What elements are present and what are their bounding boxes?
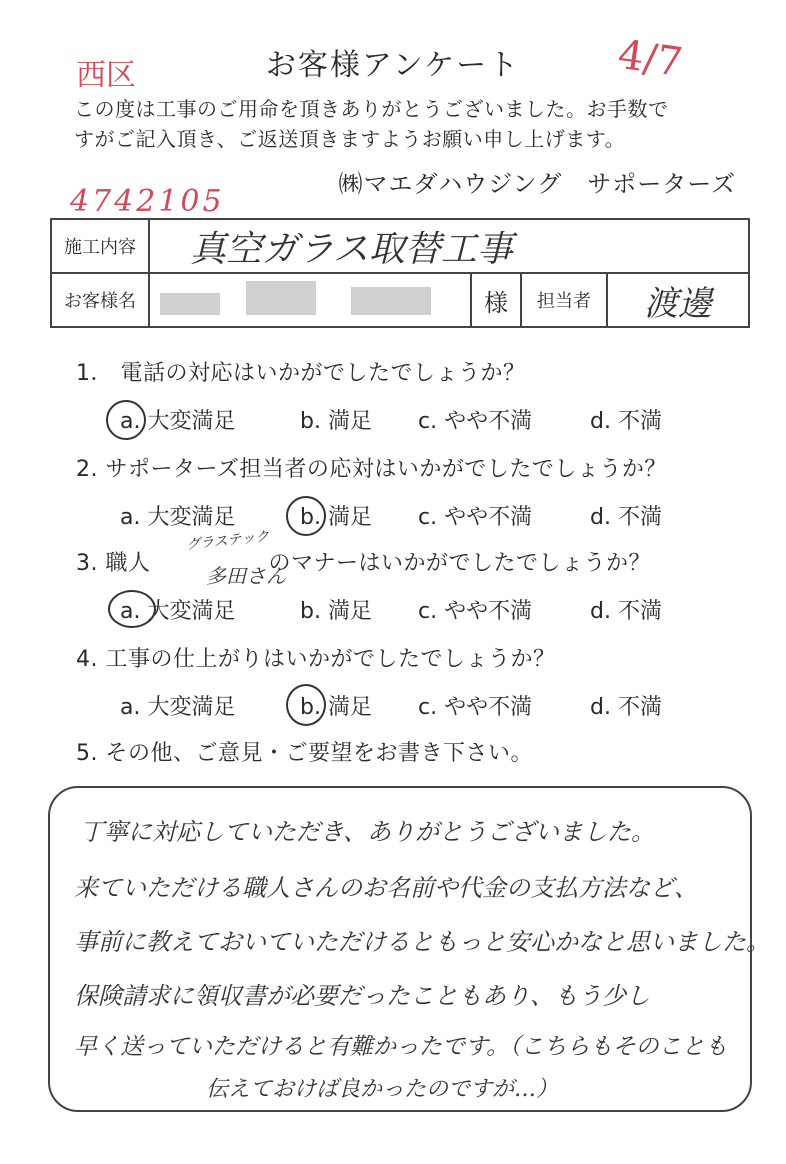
intro-text xyxy=(74,94,669,154)
question-number: 1． xyxy=(76,361,113,386)
comment-line: 丁寧に対応していただき、ありがとうございました。 xyxy=(80,818,656,846)
question-text: 電話の対応はいかがでしたでしょうか？ xyxy=(120,361,526,386)
comment-box xyxy=(48,786,770,1112)
craftsman-note-line-2: 多田さん xyxy=(206,564,286,588)
selected-circle xyxy=(106,400,146,440)
question-1 xyxy=(76,356,526,387)
option-c[interactable]: c. やや不満 xyxy=(418,695,533,720)
option-a[interactable]: a. 大変満足 xyxy=(120,695,236,720)
question-number: 3. xyxy=(76,551,98,576)
question-text: 工事の仕上がりはいかがでしたでしょうか？ xyxy=(105,647,556,672)
page-title: お客様アンケート xyxy=(265,48,521,83)
question-text: その他、ご意見・ご要望をお書き下さい。 xyxy=(105,741,534,766)
customer-number: 4742105 xyxy=(70,184,225,219)
intro-line-1: この度は工事のご用命を頂きありがとうございました。お手数で xyxy=(74,97,669,121)
question-number: 2. xyxy=(76,457,98,482)
option-c[interactable]: c. やや不満 xyxy=(418,409,533,434)
option-b[interactable]: b. 満足 xyxy=(300,695,372,720)
intro-line-2: すがご記入頂き、ご返送頂きますようお願い申し上げます。 xyxy=(74,127,626,151)
comment-line: 保険請求に領収書が必要だったこともあり、もう少し xyxy=(74,982,650,1010)
comment-line: 早く送っていただけると有難かったです。（こちらもそのことも xyxy=(74,1034,728,1060)
option-b[interactable]: b. 満足 xyxy=(300,505,372,530)
work-label: 施工内容 xyxy=(51,219,149,273)
option-d[interactable]: d. 不満 xyxy=(590,505,662,530)
customer-label: お客様名 xyxy=(51,273,149,327)
question-number: 4. xyxy=(76,647,98,672)
area-note: 西区 xyxy=(76,58,136,93)
option-a[interactable]: a. 大変満足 xyxy=(120,505,236,530)
option-a[interactable]: a. 大変満足 xyxy=(120,409,236,434)
option-b[interactable]: b. 満足 xyxy=(300,409,372,434)
question-text-before: 職人 xyxy=(105,551,151,576)
option-a[interactable]: a. 大変満足 xyxy=(120,599,236,624)
redaction-block xyxy=(246,281,316,315)
option-c[interactable]: c. やや不満 xyxy=(418,599,533,624)
info-table xyxy=(50,218,750,328)
staff-label: 担当者 xyxy=(521,273,607,327)
customer-name-redacted xyxy=(149,273,471,327)
date-note: 4/7 xyxy=(615,31,686,87)
comment-line: 事前に教えておいていただけるともっと安心かなと思いました。 xyxy=(74,928,770,956)
customer-row xyxy=(51,273,749,327)
question-number: 5. xyxy=(76,741,98,766)
selected-circle xyxy=(108,590,156,628)
question-5 xyxy=(76,736,533,767)
option-d[interactable]: d. 不満 xyxy=(590,599,662,624)
redaction-block xyxy=(160,293,220,315)
question-4 xyxy=(76,642,556,673)
comment-line: 伝えておけば良かったのですが…） xyxy=(206,1077,559,1102)
comment-line: 来ていただける職人さんのお名前や代金の支払方法など、 xyxy=(74,874,698,902)
redaction-block xyxy=(351,287,431,315)
option-c[interactable]: c. やや不満 xyxy=(418,505,533,530)
option-d[interactable]: d. 不満 xyxy=(590,695,662,720)
work-value: 真空ガラス取替工事 xyxy=(149,219,749,273)
selected-circle xyxy=(286,684,326,726)
staff-value: 渡邊 xyxy=(607,273,749,327)
option-b[interactable]: b. 満足 xyxy=(300,599,372,624)
option-d[interactable]: d. 不満 xyxy=(590,409,662,434)
question-3 xyxy=(76,546,651,577)
work-row xyxy=(51,219,749,273)
question-text-after: のマナーはいかがでしたでしょうか？ xyxy=(268,551,652,576)
craftsman-note-line-1: グラステック xyxy=(185,528,271,554)
question-2 xyxy=(76,452,667,483)
company-name: ㈱マエダハウジング サポーターズ xyxy=(338,170,736,198)
selected-circle xyxy=(286,496,326,536)
question-text: サポーターズ担当者の応対はいかがでしたでしょうか？ xyxy=(105,457,667,482)
honorific: 様 xyxy=(471,273,521,327)
